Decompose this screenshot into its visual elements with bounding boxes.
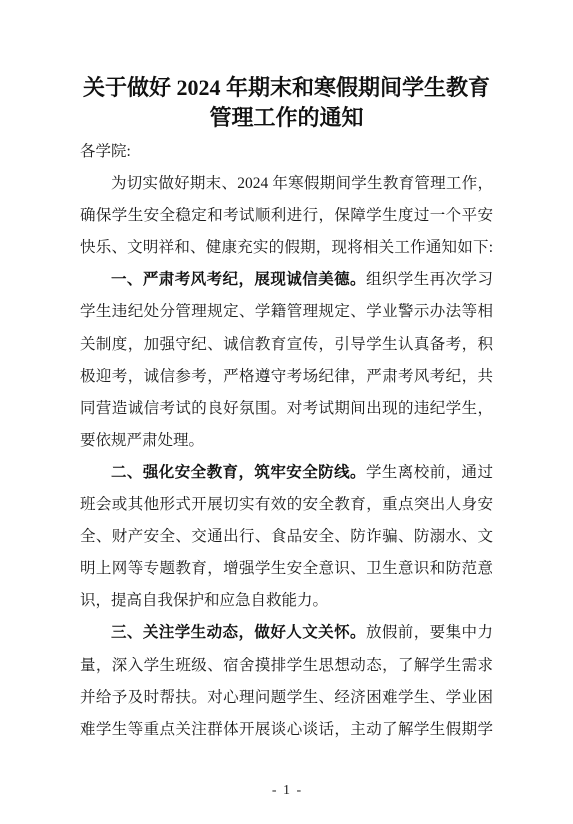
title-line: 管理工作的通知: [209, 105, 364, 130]
section-text: 组织学生再次学习: [365, 271, 493, 289]
paragraph-line: 同营造诚信考试的良好氛围。对考试期间出现的违纪学生，: [80, 399, 493, 417]
section-heading: 二、强化安全教育，筑牢安全防线。: [111, 463, 366, 481]
section-3-paragraph: [80, 617, 493, 745]
section-text: 放假前，要集中力: [365, 624, 493, 642]
section-heading: 三、关注学生动态，做好人文关怀。: [111, 624, 366, 642]
title-line: 关于做好 2024 年期末和寒假期间学生教育: [82, 75, 490, 100]
salutation: 各学院:: [80, 143, 131, 160]
section-text: 学生离校前，通过: [365, 463, 493, 481]
paragraph-line: 极迎考，诚信参考，严格遵守考场纪律，严肃考风考纪，共: [80, 367, 493, 385]
paragraph-line: 关制度，加强守纪、诚信教育宣传，引导学生认真备考，积: [80, 335, 493, 353]
paragraph-line: 为切实做好期末、2024 年寒假期间学生教育管理工作，: [111, 175, 493, 193]
paragraph-line: 量，深入学生班级、宿舍摸排学生思想动态，了解学生需求: [80, 656, 493, 674]
paragraph-line: 明上网等专题教育，增强学生安全意识、卫生意识和防范意: [80, 560, 493, 578]
paragraph-line: 并给予及时帮扶。对心理问题学生、经济困难学生、学业困: [80, 688, 493, 706]
page-number: - 1 -: [271, 783, 302, 798]
paragraph-line: [80, 264, 493, 296]
paragraph-line: 识，提高自我保护和应急自救能力。: [80, 592, 329, 610]
paragraph-line: 快乐、文明祥和、健康充实的假期，现将相关工作通知如下:: [80, 239, 493, 257]
paragraph-line: [80, 457, 493, 489]
section-heading: 一、严肃考风考纪，展现诚信美德。: [111, 271, 366, 289]
paragraph-line: [80, 617, 493, 649]
paragraph-line: 要依规严肃处理。: [80, 431, 205, 449]
paragraph-line: 全、财产安全、交通出行、食品安全、防诈骗、防溺水、文: [80, 528, 493, 546]
paragraph-line: 学生违纪处分管理规定、学籍管理规定、学业警示办法等相: [80, 303, 493, 321]
document-title: [0, 73, 573, 133]
section-2-paragraph: [80, 457, 493, 617]
intro-paragraph: [80, 168, 493, 264]
paragraph-line: 难学生等重点关注群体开展谈心谈话，主动了解学生假期学: [80, 720, 493, 738]
document-body: [80, 136, 493, 746]
section-1-paragraph: [80, 264, 493, 457]
paragraph-line: 确保学生安全稳定和考试顺利进行，保障学生度过一个平安: [80, 207, 493, 225]
paragraph-line: 班会或其他形式开展切实有效的安全教育，重点突出人身安: [80, 496, 493, 514]
